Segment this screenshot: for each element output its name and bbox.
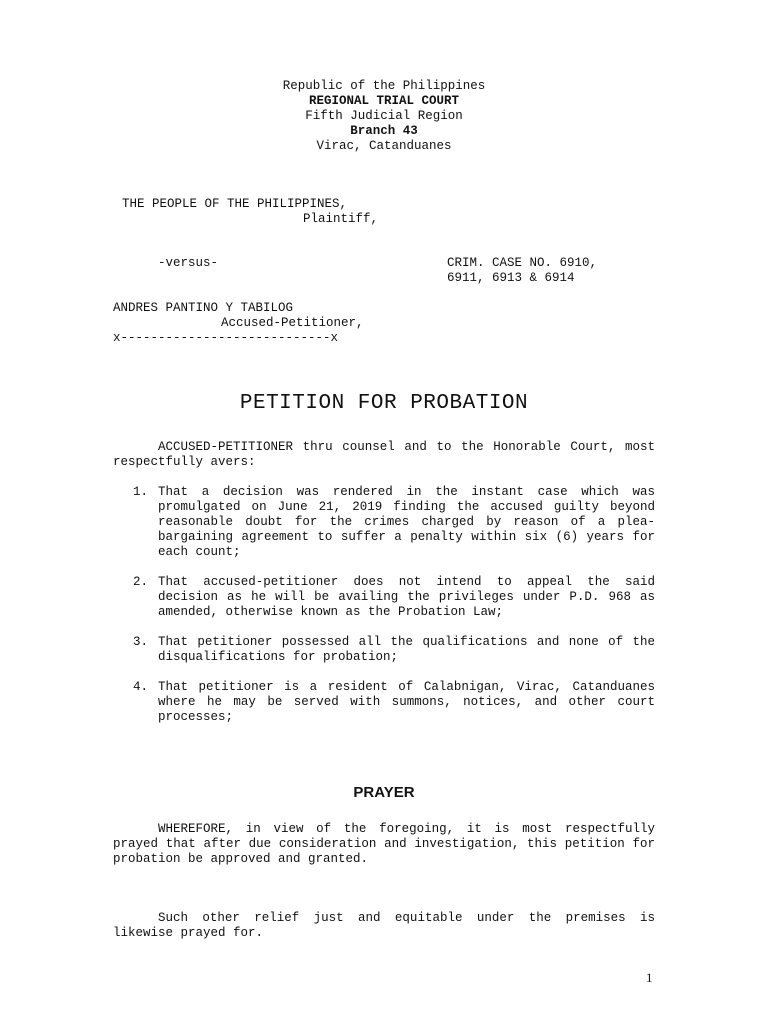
court-header (0, 79, 768, 154)
prayer-text: WHEREFORE, in view of the foregoing, it is most respectfully prayed that after due consideration and investigation, this petition for probation be approved and granted. (113, 822, 655, 866)
item-number: 1. (133, 485, 149, 499)
list-item (113, 485, 655, 560)
accused-name: ANDRES PANTINO Y TABILOG (113, 301, 294, 315)
republic-line: Republic of the Philippines (282, 79, 486, 93)
accused-role: Accused-Petitioner, (221, 316, 364, 330)
item-number: 4. (133, 680, 149, 694)
item-number: 2. (133, 575, 149, 589)
prayer-heading: PRAYER (353, 784, 415, 801)
court-name: REGIONAL TRIAL COURT (308, 94, 460, 108)
relief-paragraph (113, 911, 655, 941)
region-line: Fifth Judicial Region (305, 109, 463, 123)
allegations-list (113, 485, 655, 725)
case-number-line1: CRIM. CASE NO. 6910, (447, 256, 598, 270)
plaintiff-name: THE PEOPLE OF THE PHILIPPINES, (122, 197, 348, 211)
branch-line: Branch 43 (350, 124, 418, 138)
prayer-paragraph (113, 822, 655, 867)
plaintiff-role: Plaintiff, (303, 212, 379, 226)
list-item (113, 680, 655, 725)
item-text: That accused-petitioner does not intend to appeal the said decision as he will be availing the privileges under P.D. 968 as amended, otherwise known as the Probation Law; (158, 575, 655, 619)
item-text: That a decision was rendered in the instant case which was promulgated on June 21, 2019 finding the accused guilty beyond reasonable doubt for the crimes charged by reason of a plea-bargaining agreement to suffer a penalty within six (6) years for each count; (158, 485, 655, 559)
item-text: That petitioner is a resident of Calabnigan, Virac, Catanduanes where he may be served with summons, notices, and other court processes; (158, 680, 655, 724)
list-item (113, 575, 655, 620)
versus-label: -versus- (158, 256, 219, 270)
location-line: Virac, Catanduanes (316, 139, 452, 153)
relief-text: Such other relief just and equitable under the premises is likewise prayed for. (113, 911, 655, 940)
list-item (113, 635, 655, 665)
case-number-line2: 6911, 6913 & 6914 (447, 271, 575, 285)
intro-text: ACCUSED-PETITIONER thru counsel and to the Honorable Court, most respectfully avers: (113, 440, 655, 469)
item-text: That petitioner possessed all the qualifications and none of the disqualifications for probation; (158, 635, 655, 664)
item-number: 3. (133, 635, 149, 649)
document-title: PETITION FOR PROBATION (239, 392, 529, 415)
intro-paragraph (113, 440, 655, 470)
caption-separator: x----------------------------x (113, 331, 339, 345)
page-number: 1 (646, 970, 653, 985)
